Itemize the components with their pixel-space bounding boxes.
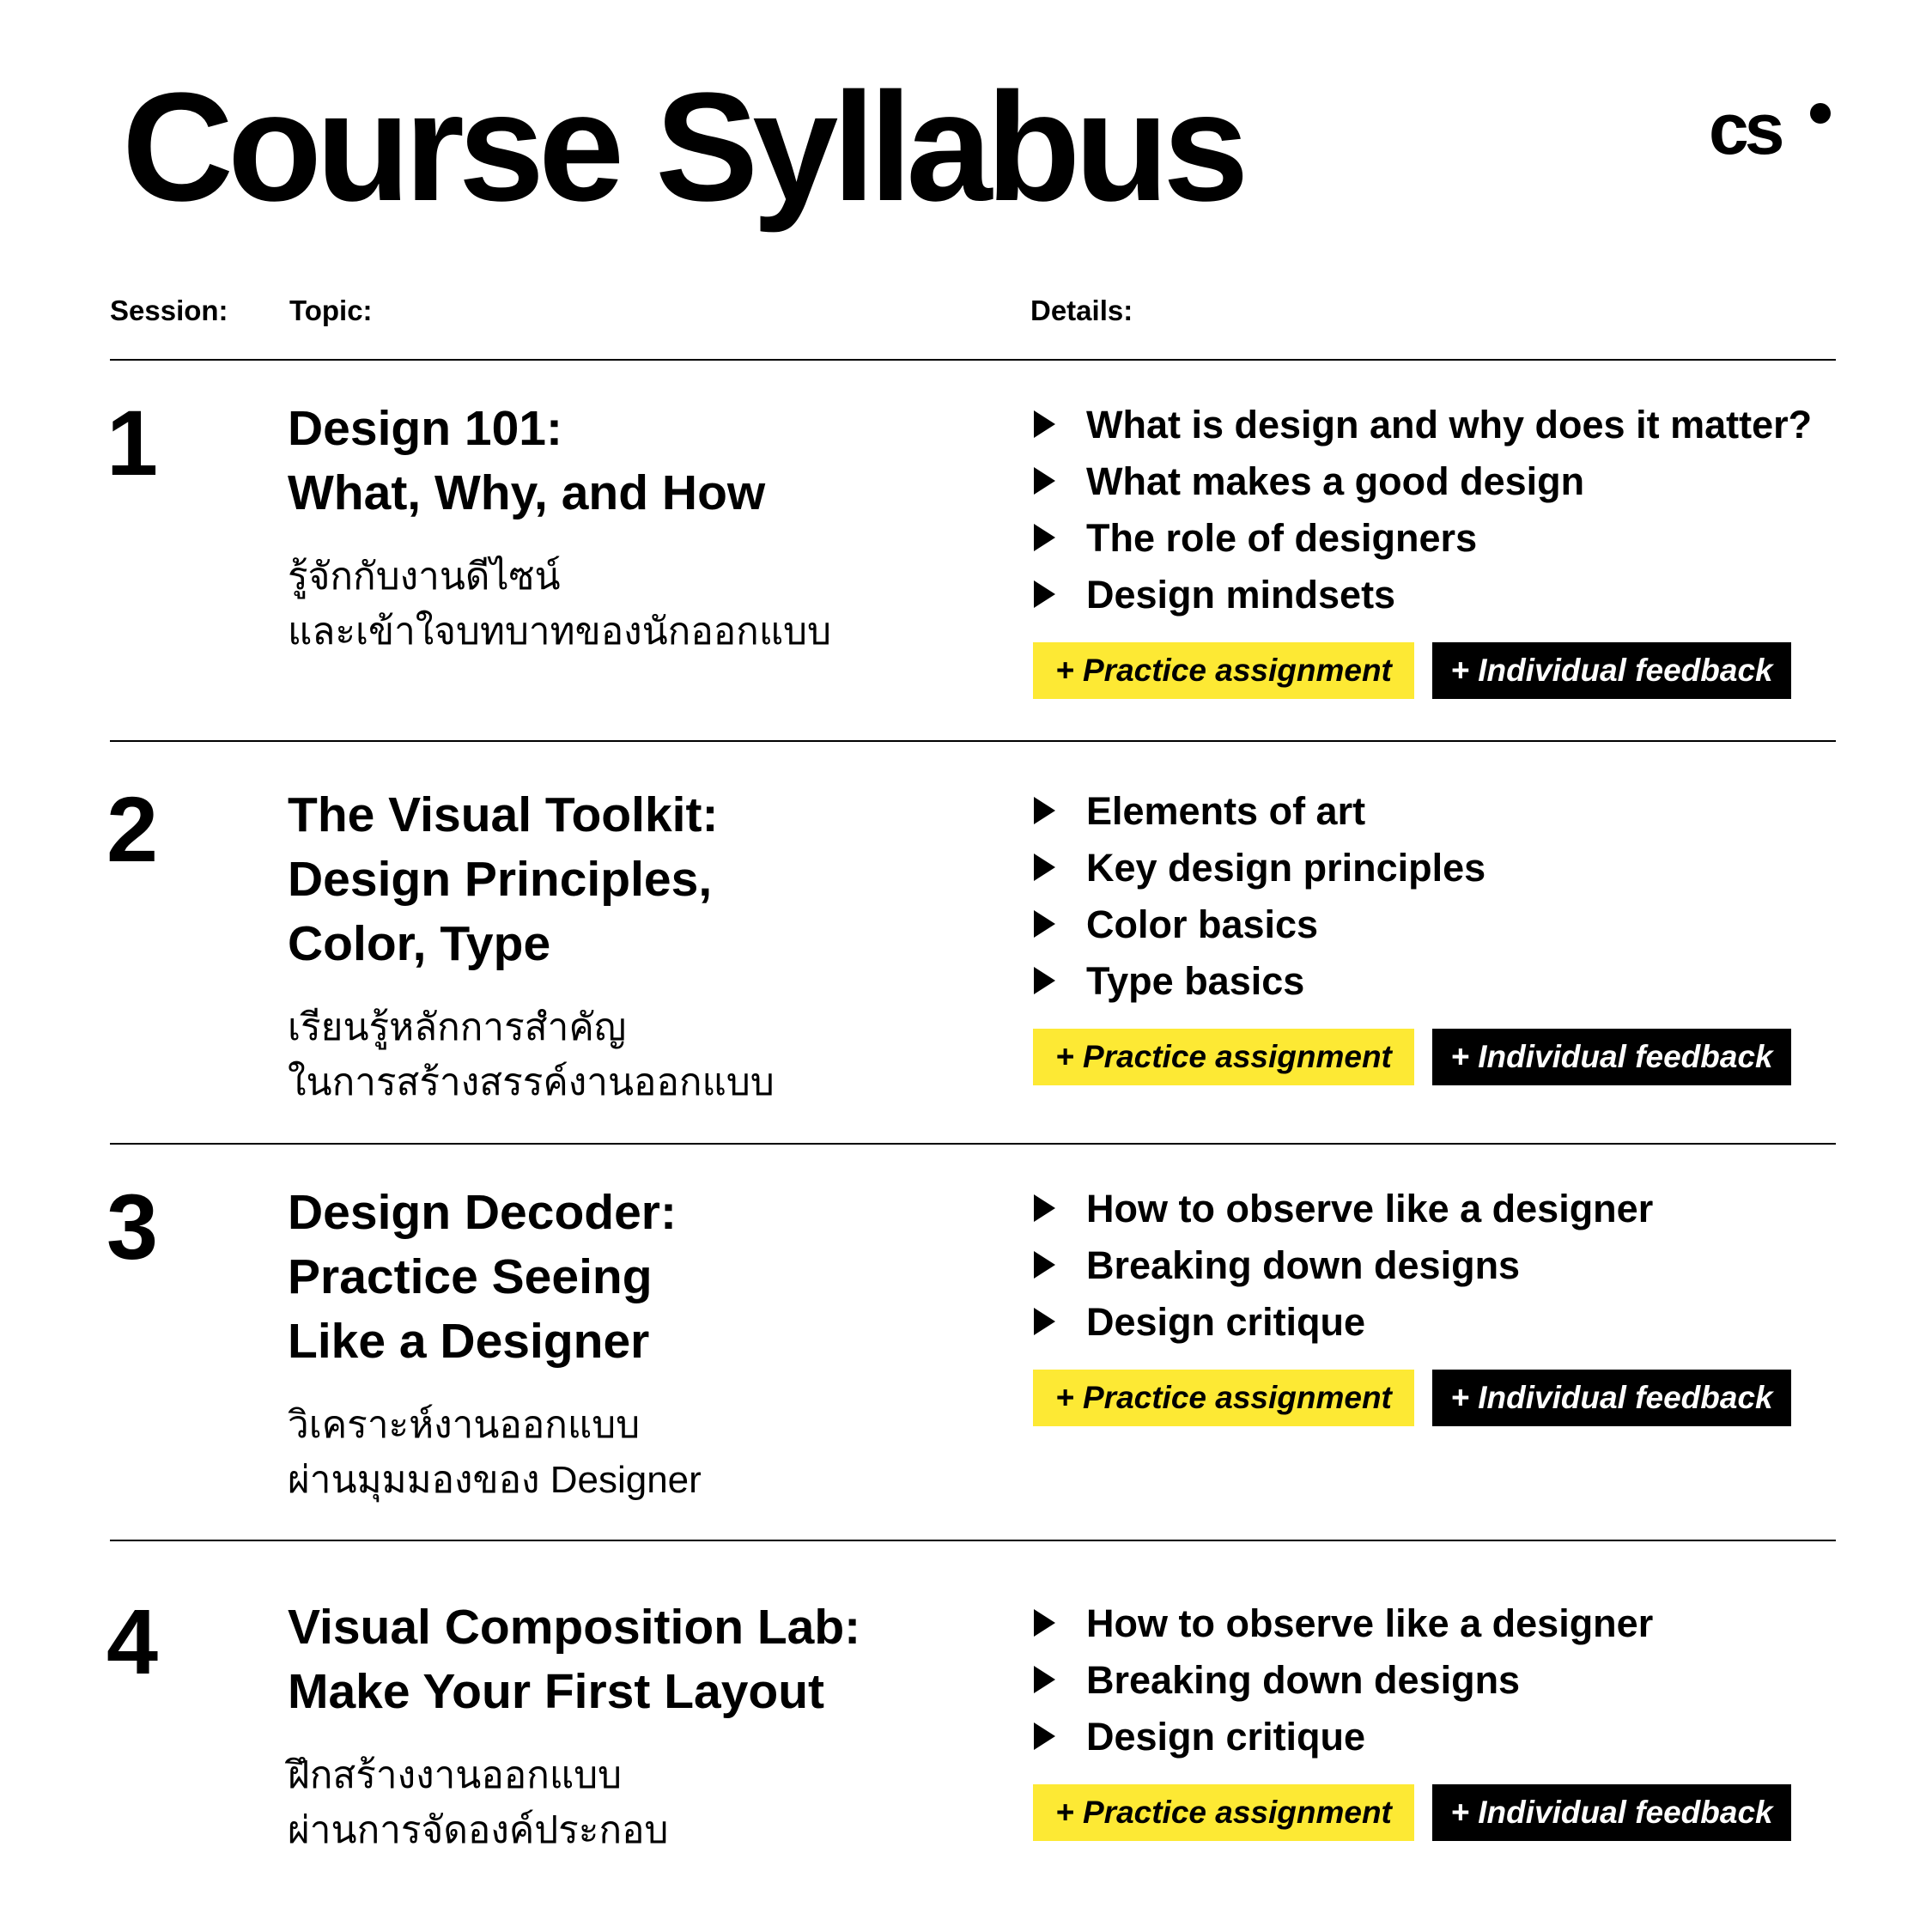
play-triangle-icon xyxy=(1034,1609,1055,1637)
detail-item xyxy=(1033,953,1926,1010)
detail-text: Design mindsets xyxy=(1086,573,1396,617)
practice-assignment-badge: + Practice assignment xyxy=(1033,642,1414,699)
detail-item xyxy=(1033,1652,1926,1709)
session-tags xyxy=(1033,1784,1926,1841)
session-number: 1 xyxy=(106,391,159,495)
topic-description xyxy=(288,1748,992,1858)
session-number: 4 xyxy=(106,1589,159,1693)
topic-title-line: Design Decoder: xyxy=(288,1185,677,1240)
topic-description xyxy=(288,550,992,659)
play-triangle-icon xyxy=(1034,1308,1055,1335)
detail-item xyxy=(1033,567,1926,623)
detail-text: Design critique xyxy=(1086,1300,1366,1344)
detail-text: The role of designers xyxy=(1086,516,1478,560)
detail-item xyxy=(1033,783,1926,840)
detail-text: Breaking down designs xyxy=(1086,1243,1521,1287)
page-title: Course Syllabus xyxy=(122,61,1243,234)
topic-description xyxy=(288,1000,992,1110)
cs-logo xyxy=(1709,88,1838,169)
play-triangle-icon xyxy=(1034,854,1055,881)
description-line: และเข้าใจบทบาทของนักออกแบบ xyxy=(288,611,832,653)
topic-title-line: Visual Composition Lab: xyxy=(288,1600,861,1655)
play-triangle-icon xyxy=(1034,580,1055,608)
detail-text: Elements of art xyxy=(1086,789,1366,833)
detail-item xyxy=(1033,1237,1926,1294)
detail-text: What makes a good design xyxy=(1086,459,1585,503)
topic-description xyxy=(288,1398,992,1508)
description-line: ผ่านการจัดองค์ประกอบ xyxy=(288,1809,669,1851)
detail-item xyxy=(1033,1709,1926,1765)
individual-feedback-badge: + Individual feedback xyxy=(1432,1370,1791,1426)
session-tags xyxy=(1033,1370,1926,1426)
description-line: วิเคราะห์งานออกแบบ xyxy=(288,1404,641,1446)
logo-text: cs xyxy=(1709,88,1781,169)
column-header-session: Session: xyxy=(110,295,228,326)
play-triangle-icon xyxy=(1034,1722,1055,1750)
play-triangle-icon xyxy=(1034,1194,1055,1222)
topic-title-line: What, Why, and How xyxy=(288,465,766,520)
detail-item xyxy=(1033,896,1926,953)
detail-item xyxy=(1033,397,1926,453)
detail-item xyxy=(1033,453,1926,510)
session-details xyxy=(1033,1181,1926,1426)
detail-text: Type basics xyxy=(1086,959,1305,1003)
divider-header xyxy=(110,359,1836,361)
detail-item xyxy=(1033,1181,1926,1237)
column-header-details: Details: xyxy=(1030,295,1133,326)
detail-text: Breaking down designs xyxy=(1086,1658,1521,1702)
session-number: 3 xyxy=(106,1175,159,1279)
description-line: ผ่านมุมมองของ Designer xyxy=(288,1459,702,1501)
play-triangle-icon xyxy=(1034,1251,1055,1279)
detail-item xyxy=(1033,1294,1926,1351)
detail-text: Key design principles xyxy=(1086,846,1486,890)
detail-text: How to observe like a designer xyxy=(1086,1187,1654,1230)
play-triangle-icon xyxy=(1034,410,1055,438)
session-tags xyxy=(1033,642,1926,699)
description-line: ฝึกสร้างงานออกแบบ xyxy=(288,1754,623,1796)
play-triangle-icon xyxy=(1034,910,1055,938)
column-header-topic: Topic: xyxy=(289,295,373,326)
practice-assignment-badge: + Practice assignment xyxy=(1033,1029,1414,1085)
divider-3 xyxy=(110,1540,1836,1541)
session-topic xyxy=(288,1595,992,1858)
session-topic xyxy=(288,397,992,659)
divider-2 xyxy=(110,1143,1836,1145)
individual-feedback-badge: + Individual feedback xyxy=(1432,1784,1791,1841)
description-line: ในการสร้างสรรค์งานออกแบบ xyxy=(288,1061,775,1103)
session-details xyxy=(1033,397,1926,699)
session-details xyxy=(1033,1595,1926,1841)
session-details xyxy=(1033,783,1926,1085)
play-triangle-icon xyxy=(1034,967,1055,994)
practice-assignment-badge: + Practice assignment xyxy=(1033,1370,1414,1426)
logo-dot-icon xyxy=(1810,103,1831,124)
topic-title-line: Practice Seeing xyxy=(288,1249,653,1304)
description-line: เรียนรู้หลักการสำคัญ xyxy=(288,1006,627,1048)
individual-feedback-badge: + Individual feedback xyxy=(1432,1029,1791,1085)
session-tags xyxy=(1033,1029,1926,1085)
topic-title-line: Design 101: xyxy=(288,401,562,456)
play-triangle-icon xyxy=(1034,1666,1055,1693)
topic-title-line: Color, Type xyxy=(288,916,551,971)
detail-text: How to observe like a designer xyxy=(1086,1601,1654,1645)
topic-title-line: Make Your First Layout xyxy=(288,1664,825,1719)
detail-item xyxy=(1033,1595,1926,1652)
play-triangle-icon xyxy=(1034,524,1055,551)
detail-text: Color basics xyxy=(1086,902,1319,946)
play-triangle-icon xyxy=(1034,467,1055,495)
play-triangle-icon xyxy=(1034,797,1055,824)
topic-title-line: The Visual Toolkit: xyxy=(288,787,719,842)
detail-text: What is design and why does it matter? xyxy=(1086,403,1813,447)
session-topic xyxy=(288,1181,992,1508)
detail-item xyxy=(1033,510,1926,567)
topic-title-line: Like a Designer xyxy=(288,1314,650,1369)
topic-title-line: Design Principles, xyxy=(288,852,713,907)
session-number: 2 xyxy=(106,777,159,881)
session-topic xyxy=(288,783,992,1110)
description-line: รู้จักกับงานดีไซน์ xyxy=(288,556,561,598)
individual-feedback-badge: + Individual feedback xyxy=(1432,642,1791,699)
divider-1 xyxy=(110,740,1836,742)
detail-text: Design critique xyxy=(1086,1715,1366,1759)
practice-assignment-badge: + Practice assignment xyxy=(1033,1784,1414,1841)
detail-item xyxy=(1033,840,1926,896)
